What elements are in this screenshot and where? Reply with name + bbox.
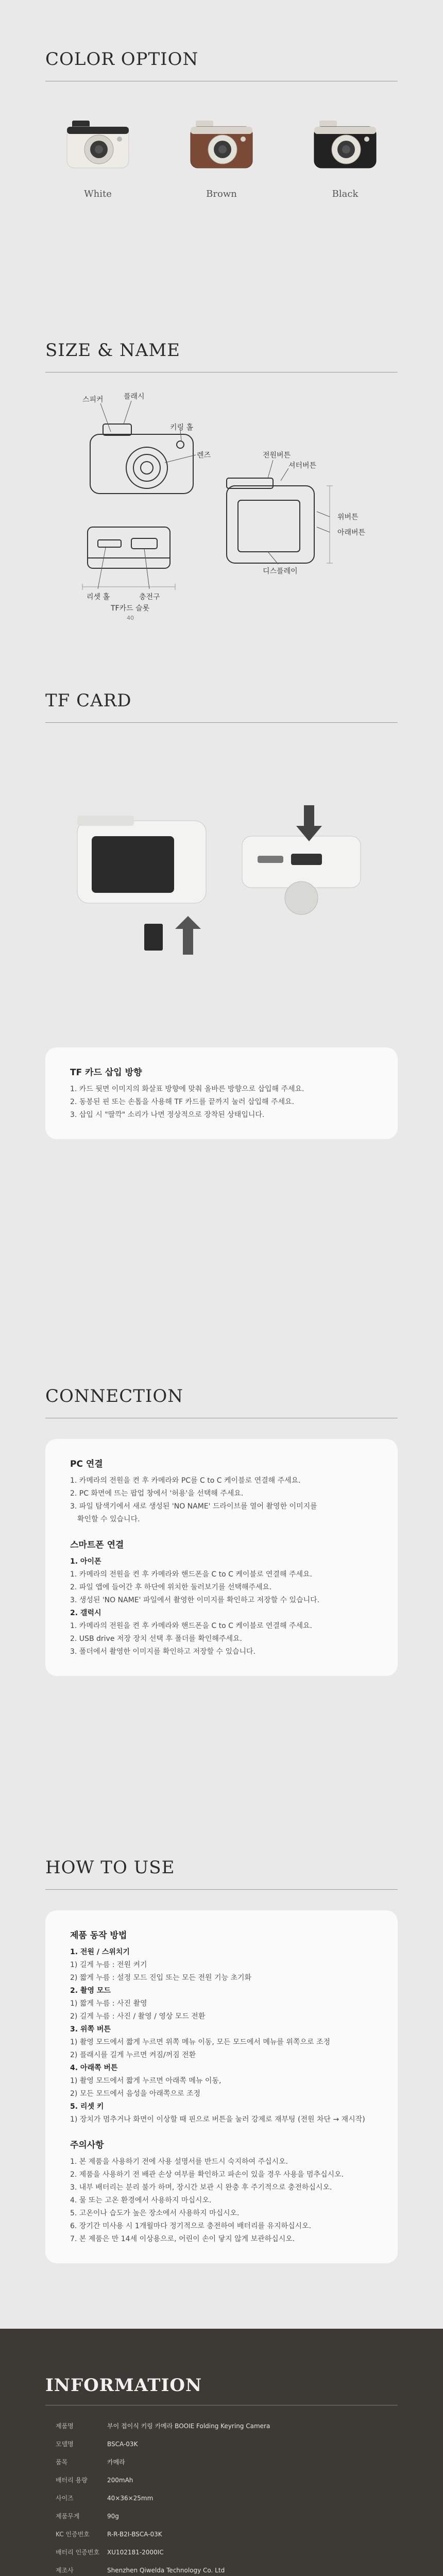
color-swatches bbox=[0, 117, 443, 199]
info-value: 200mAh bbox=[107, 2476, 133, 2484]
info-key: 제품무게 bbox=[56, 2513, 80, 2520]
group-heading: 5. 리셋 키 bbox=[70, 2103, 104, 2111]
group-heading: 3. 위쪽 버튼 bbox=[70, 2025, 111, 2033]
label-charging-port: 충전구 bbox=[139, 593, 160, 601]
galaxy-line: 1. 카메라의 전원을 켠 후 카메라와 핸드폰을 C to C 케이블로 연결해 주세요. bbox=[70, 1622, 312, 1630]
connection-title: CONNECTION bbox=[45, 1386, 183, 1406]
group-line: 2) 길게 누름 : 사진 / 촬영 / 영상 모드 전환 bbox=[70, 2012, 206, 2021]
camera-line-drawing bbox=[0, 372, 443, 661]
color-option-title: COLOR OPTION bbox=[45, 49, 199, 70]
caution-line: 7. 본 제품은 만 14세 이상용으로, 어린이 손이 닿지 않게 보관하십시오. bbox=[70, 2235, 295, 2243]
size-diagram bbox=[0, 372, 443, 661]
info-key: 품목 bbox=[56, 2459, 68, 2466]
info-key: 배터리 인증번호 bbox=[56, 2549, 99, 2556]
how-to-use-title: HOW TO USE bbox=[45, 1857, 175, 1878]
galaxy-line: 3. 폴더에서 촬영한 이미지를 확인하고 저장할 수 있습니다. bbox=[70, 1648, 256, 1656]
pc-line: 2. PC 화면에 뜨는 팝업 창에서 '허용'을 선택해 주세요. bbox=[70, 1489, 244, 1498]
caution-line: 4. 물 또는 고온 환경에서 사용하지 마십시오. bbox=[70, 2196, 212, 2205]
caution-line: 6. 장기간 미사용 시 1개월마다 정기적으로 충전하여 배터리를 유지하십시오. bbox=[70, 2222, 312, 2230]
section-divider bbox=[45, 1889, 398, 1890]
information-section bbox=[0, 2329, 443, 2576]
caution-line: 3. 내부 배터리는 분리 불가 하며, 장시간 보관 시 완충 후 주기적으로 충전하십시오. bbox=[70, 2183, 332, 2192]
label-reset-hole: 리셋 홀 bbox=[87, 593, 110, 601]
iphone-line: 3. 생성된 'NO NAME' 파일에서 촬영한 이미지를 확인하고 저장할 수 있습니다. bbox=[70, 1596, 320, 1604]
label-power-button: 전원버튼 bbox=[263, 451, 291, 460]
info-row bbox=[56, 2525, 443, 2543]
info-row bbox=[56, 2489, 443, 2507]
swatch-brown[interactable] bbox=[183, 117, 260, 199]
info-key: 배터리 용량 bbox=[56, 2477, 88, 2484]
group-line: 1) 짧게 누름 : 사진 촬영 bbox=[70, 1999, 147, 2008]
iphone-line: 1. 카메라의 전원을 켠 후 카메라와 핸드폰을 C to C 케이블로 연결해 주세요. bbox=[70, 1570, 312, 1579]
info-value: BSCA-03K bbox=[107, 2440, 138, 2448]
section-divider bbox=[45, 722, 398, 723]
swatch-black[interactable] bbox=[306, 117, 384, 199]
swatch-label: Brown bbox=[206, 189, 237, 199]
label-keyring-hole: 키링 홀 bbox=[170, 423, 194, 432]
galaxy-line: 2. USB drive 저장 장치 선택 후 폴더를 확인해주세요. bbox=[70, 1635, 242, 1643]
smartphone-heading: 스마트폰 연결 bbox=[70, 1540, 124, 1550]
info-value: XU102181-2000IC bbox=[107, 2548, 164, 2556]
color-option-section bbox=[0, 0, 443, 242]
label-flash: 플래시 bbox=[124, 393, 145, 401]
info-row bbox=[56, 2543, 443, 2561]
label-shutter-button: 셔터버튼 bbox=[288, 462, 317, 470]
group-heading: 1. 전원 / 스위치기 bbox=[70, 1948, 130, 1956]
label-display: 디스플레이 bbox=[263, 567, 298, 575]
label-down-button: 아래버튼 bbox=[337, 529, 366, 537]
galaxy-heading: 2. 갤럭시 bbox=[70, 1609, 101, 1617]
iphone-line: 2. 파일 앱에 들어간 후 하단에 위치한 둘러보기를 선택해주세요. bbox=[70, 1583, 272, 1591]
info-row bbox=[56, 2417, 443, 2435]
size-name-section bbox=[0, 242, 443, 670]
swatch-label: Black bbox=[332, 189, 359, 199]
info-key: 사이즈 bbox=[56, 2495, 74, 2502]
group-line: 1) 촬영 모드에서 짧게 누르면 아래쪽 메뉴 이동, bbox=[70, 2077, 222, 2085]
label-speaker: 스피커 bbox=[82, 396, 104, 404]
caution-line: 5. 고온이나 습도가 높은 장소에서 사용하지 마십시오. bbox=[70, 2209, 240, 2217]
pc-connection-heading: PC 연결 bbox=[70, 1459, 103, 1469]
camera-brown-image bbox=[185, 117, 258, 174]
group-heading: 4. 아래쪽 버튼 bbox=[70, 2064, 118, 2072]
connection-section bbox=[0, 1226, 443, 1767]
group-line: 2) 짧게 누름 : 설정 모드 진입 또는 모든 전원 기능 초기화 bbox=[70, 1974, 252, 1982]
group-line: 1) 길게 누름 : 전원 켜기 bbox=[70, 1961, 147, 1969]
tf-card-line: 3. 삽입 시 "딸깍" 소리가 나면 정상적으로 장착된 상태입니다. bbox=[70, 1111, 265, 1119]
pc-line: 1. 카메라의 전원을 켠 후 카메라와 PC를 C to C 케이블로 연결해 주세요. bbox=[70, 1477, 301, 1485]
size-name-title: SIZE & NAME bbox=[45, 340, 180, 361]
info-row bbox=[56, 2561, 443, 2576]
pc-line: 확인할 수 있습니다. bbox=[77, 1515, 140, 1523]
info-value: 부이 접이식 키링 카메라 BOOIE Folding Keyring Camera bbox=[107, 2422, 270, 2430]
group-line: 1) 촬영 모드에서 짧게 누르면 위쪽 메뉴 이동, 모든 모드에서 메뉴를 위쪽으로 조정 bbox=[70, 2038, 330, 2046]
tf-card-heading: TF 카드 삽입 방향 bbox=[70, 1067, 142, 1078]
group-heading: 2. 촬영 모드 bbox=[70, 1987, 111, 1995]
tf-card-illustration bbox=[0, 800, 443, 986]
info-value: 40×36×25mm bbox=[107, 2494, 154, 2502]
information-title: INFORMATION bbox=[45, 2375, 202, 2396]
info-key: 모델명 bbox=[56, 2441, 74, 2448]
info-key: 제품명 bbox=[56, 2422, 74, 2430]
connection-instructions bbox=[45, 1439, 398, 1676]
group-line: 1) 장치가 멈추거나 화면이 이상할 때 핀으로 버튼을 눌러 강제로 재부팅 (전원 차단 → 재시작) bbox=[70, 2115, 365, 2124]
info-value: Shenzhen Qiwelda Technology Co. Ltd bbox=[107, 2566, 225, 2574]
group-line: 2) 플래시를 길게 누르면 켜짐/꺼짐 전환 bbox=[70, 2051, 196, 2059]
how-to-use-instructions bbox=[45, 1910, 398, 2263]
info-row bbox=[56, 2507, 443, 2525]
label-lens: 렌즈 bbox=[197, 451, 211, 460]
swatch-label: White bbox=[84, 189, 112, 199]
group-line: 2) 모든 모드에서 음성을 아래쪽으로 조정 bbox=[70, 2090, 201, 2098]
tf-card-line: 2. 동봉된 핀 또는 손톱을 사용해 TF 카드를 끝까지 눌러 삽입해 주세요. bbox=[70, 1098, 294, 1106]
tf-card-instructions bbox=[45, 1047, 398, 1139]
info-value: 카메라 bbox=[107, 2459, 125, 2466]
info-key: KC 인증번호 bbox=[56, 2531, 90, 2538]
info-value: 90g bbox=[107, 2512, 119, 2520]
tf-card-title: TF CARD bbox=[45, 690, 132, 711]
info-value: R-R-B2I-BSCA-03K bbox=[107, 2530, 162, 2538]
caution-heading: 주의사항 bbox=[70, 2140, 104, 2150]
camera-white-image bbox=[62, 117, 134, 174]
caution-line: 1. 본 제품을 사용하기 전에 사용 설명서를 반드시 숙지하여 주십시오. bbox=[70, 2158, 288, 2166]
label-up-button: 위버튼 bbox=[337, 513, 359, 521]
iphone-heading: 1. 아이폰 bbox=[70, 1557, 101, 1566]
camera-black-image bbox=[309, 117, 381, 174]
info-row bbox=[56, 2453, 443, 2471]
tf-card-line: 1. 카드 뒷면 이미지의 화살표 방향에 맞춰 올바른 방향으로 삽입해 주세요. bbox=[70, 1085, 304, 1093]
swatch-white[interactable] bbox=[59, 117, 137, 199]
information-table bbox=[56, 2417, 443, 2576]
tf-card-section bbox=[0, 670, 443, 1226]
method-heading: 제품 동작 방법 bbox=[70, 1930, 127, 1941]
caution-line: 2. 제품을 사용하기 전 배관 손상 여부를 확인하고 파손이 있을 경우 사용을 멈추십시오. bbox=[70, 2171, 344, 2179]
label-tf-slot: TF카드 슬롯 bbox=[111, 604, 150, 613]
dimension-width: 40 bbox=[127, 615, 134, 621]
pc-line: 3. 파일 탐색기에서 새로 생성된 'NO NAME' 드라이브를 열어 촬영한 이미지를 bbox=[70, 1502, 317, 1511]
info-key: 제조사 bbox=[56, 2567, 74, 2574]
info-row bbox=[56, 2435, 443, 2453]
tf-insert-drawing bbox=[0, 800, 443, 986]
info-row bbox=[56, 2471, 443, 2489]
